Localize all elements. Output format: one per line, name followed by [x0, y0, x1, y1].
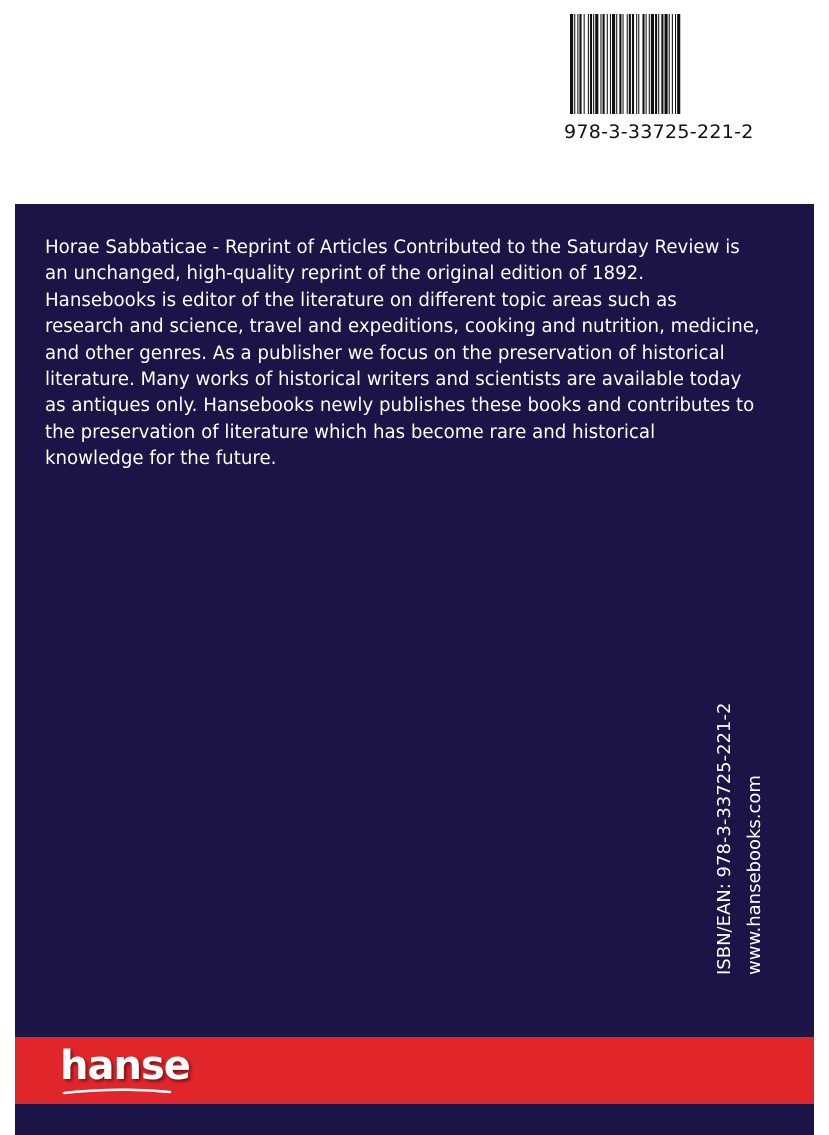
barcode-bar — [638, 14, 639, 114]
barcode-bar — [574, 14, 575, 114]
barcode-bar — [619, 14, 621, 114]
hanse-logo: hanse — [60, 1043, 190, 1089]
barcode-bar — [636, 14, 637, 114]
barcode-bar — [610, 14, 611, 114]
isbn-text: ISBN/EAN: 978-3-33725-221-2 — [714, 702, 735, 975]
barcode-bar — [577, 14, 578, 114]
barcode-bar — [595, 14, 598, 114]
barcode-bar — [607, 14, 608, 114]
barcode-bar — [627, 14, 628, 114]
barcode-bar — [669, 14, 670, 114]
barcode-bar — [658, 14, 659, 114]
barcode-bar — [677, 14, 680, 114]
isbn-block — [710, 703, 770, 975]
barcode-bars — [570, 14, 712, 114]
barcode-bar — [593, 14, 594, 114]
barcode-bar — [651, 14, 654, 114]
barcode-bar — [675, 14, 676, 114]
barcode-bar — [600, 14, 601, 114]
barcode-bar — [642, 14, 644, 114]
barcode-bar — [661, 14, 663, 114]
barcode-bar — [588, 14, 589, 114]
barcode-bar — [655, 14, 657, 114]
barcode-number: 978-3-33725-221-2 — [564, 121, 754, 143]
barcode-bar — [632, 14, 634, 114]
barcode-bar — [612, 14, 615, 114]
barcode-bar — [603, 14, 605, 114]
barcode-bar — [570, 14, 573, 114]
logo-swoosh — [62, 1087, 172, 1097]
barcode-bar — [629, 14, 631, 114]
barcode-bar — [616, 14, 617, 114]
blurb-text: Horae Sabbaticae - Reprint of Articles Contributed to the Saturday Review is an unchanged, high-quality reprint of the original edition of 1892. Hansebooks is editor of the literature on different topic areas such as research and science, travel and expeditions, cooking and nutrition, medicine, and other genres. As a publisher we focus on the preservation of historical literature. Many works of historical writers and scientists are available today as antiques only. Hansebooks newly publishes these books and contributes to the preservation of literature which has become rare and historical knowledge for the future. — [45, 237, 760, 470]
barcode-bar — [590, 14, 592, 114]
barcode-bar — [579, 14, 581, 114]
barcode-bar — [623, 14, 624, 114]
barcode-bar — [672, 14, 673, 114]
barcode-bar — [646, 14, 647, 114]
barcode-bar — [649, 14, 650, 114]
barcode-bar — [665, 14, 668, 114]
barcode — [570, 14, 712, 114]
barcode-bar — [584, 14, 585, 114]
website-text: www.hansebooks.com — [744, 775, 765, 975]
